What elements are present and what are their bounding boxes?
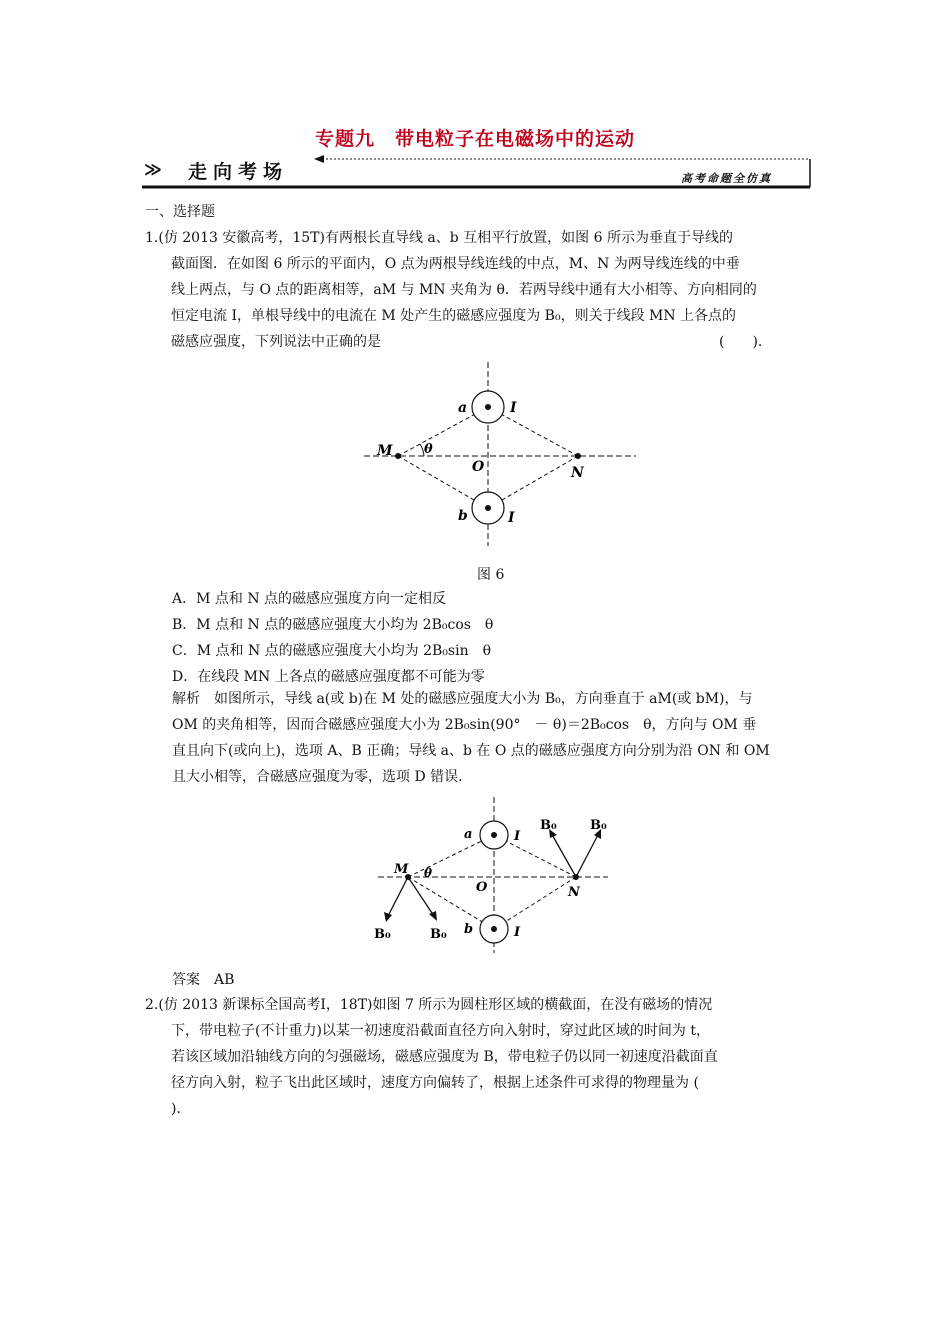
section-heading: 一、选择题 — [145, 204, 215, 220]
label-b0: B₀ — [540, 818, 557, 833]
label-o: O — [472, 459, 485, 475]
banner-heading: 走向考场 — [188, 161, 289, 183]
label-theta: θ — [424, 866, 433, 880]
option-a: A．M 点和 N 点的磁感应强度方向一定相反 — [172, 591, 447, 607]
label-n: N — [571, 465, 584, 481]
banner-subheading: 高考命题全仿真 — [681, 172, 772, 185]
question-1-stem — [145, 225, 757, 355]
label-m: M — [377, 443, 393, 459]
q2-line: )． — [171, 1101, 191, 1117]
label-b0: B₀ — [590, 818, 607, 833]
q1-line: 1.(仿 2013 安徽高考，15T)有两根长直导线 a、b 互相平行放置，如图 6 所示为垂直于导线的 — [145, 230, 733, 246]
figure-6 — [360, 358, 640, 550]
analysis-line: 解析 如图所示，导线 a(或 b)在 M 处的磁感应强度大小为 B₀，方向垂直于 aM(或 bM)，与 — [172, 691, 753, 707]
label-i-top: I — [514, 829, 521, 844]
q2-line: 2.(仿 2013 新课标全国高考Ⅰ，18T)如图 7 所示为圆柱形区域的横截面，在没有磁场的情况 — [145, 997, 713, 1013]
label-a: a — [458, 400, 468, 416]
label-n: N — [568, 885, 580, 900]
label-a: a — [464, 827, 473, 842]
label-m: M — [394, 862, 409, 877]
page-title: 专题九 带电粒子在电磁场中的运动 — [314, 128, 635, 150]
q2-line: 若该区域加沿轴线方向的匀强磁场，磁感应强度为 B，带电粒子仍以同一初速度沿截面直 — [171, 1049, 718, 1065]
answer-blank: ( )． — [719, 334, 772, 350]
q2-line: 径方向入射，粒子飞出此区域时，速度方向偏转了，根据上述条件可求得的物理量为 ( — [171, 1075, 699, 1091]
q2-line: 下，带电粒子(不计重力)以某一初速度沿截面直径方向入射时，穿过此区域的时间为 t， — [171, 1023, 710, 1039]
analysis-line: OM 的夹角相等，因而合磁感应强度大小为 2B₀sin(90° － θ)＝2B₀cos θ，方向与 OM 垂 — [172, 717, 757, 733]
point-n — [575, 453, 581, 459]
q1-line: 磁感应强度，下列说法中正确的是 — [171, 334, 381, 350]
option-c: C．M 点和 N 点的磁感应强度大小均为 2B₀sin θ — [172, 643, 492, 659]
q1-line: 恒定电流 I，单根导线中的电流在 M 处产生的磁感应强度为 B₀，则关于线段 MN 上各点的 — [171, 308, 737, 324]
label-o: O — [476, 880, 488, 895]
q1-line: 截面图．在如图 6 所示的平面内，O 点为两根导线连线的中点，M、N 为两导线连线的中垂 — [171, 256, 740, 272]
label-theta: θ — [424, 442, 433, 457]
label-i-top: I — [510, 400, 517, 416]
label-b0: B₀ — [374, 927, 391, 942]
point-m — [395, 453, 401, 459]
analysis-line: 直且向下(或向上)，选项 A、B 正确；导线 a、b 在 O 点的磁感应强度方向分别为沿 ON 和 OM — [172, 743, 770, 759]
analysis-line: 且大小相等，合磁感应强度为零，选项 D 错误． — [172, 769, 473, 785]
label-i-bottom: I — [508, 510, 515, 526]
figure-analysis — [368, 795, 628, 955]
double-chevron-icon: ≫ — [144, 160, 159, 180]
label-i-bottom: I — [514, 925, 521, 940]
q1-line: 线上两点，与 O 点的距离相等，aM 与 MN 夹角为 θ．若两导线中通有大小相等、方向相同的 — [171, 282, 757, 298]
label-b0: B₀ — [430, 927, 447, 942]
option-b: B．M 点和 N 点的磁感应强度大小均为 2B₀cos θ — [172, 617, 494, 633]
section-banner — [142, 152, 812, 190]
option-d: D．在线段 MN 上各点的磁感应强度都不可能为零 — [172, 669, 485, 685]
question-2-stem — [145, 992, 718, 1122]
analysis — [172, 686, 770, 790]
label-b: b — [458, 508, 468, 524]
answer: 答案 AB — [172, 972, 235, 988]
label-b: b — [464, 922, 474, 937]
options-list — [172, 586, 493, 690]
figure-caption: 图 6 — [477, 567, 505, 583]
